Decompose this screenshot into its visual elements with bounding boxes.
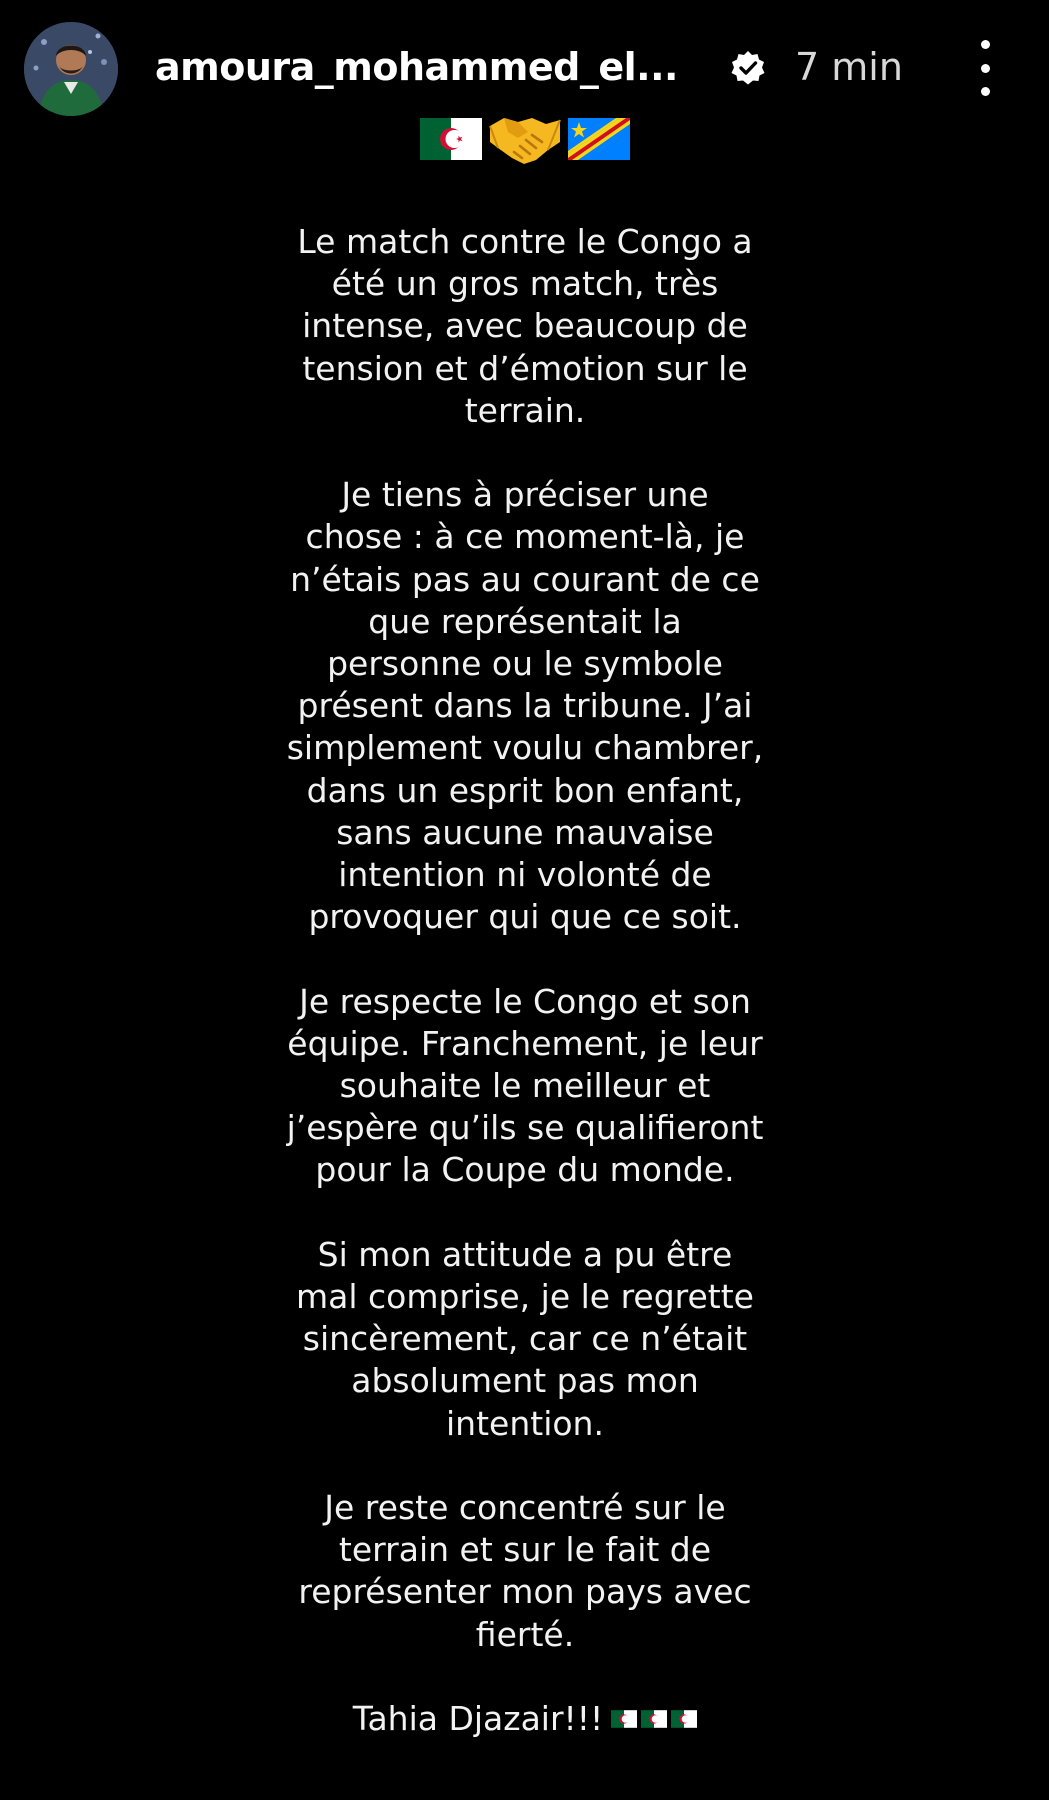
text-line: provoquer qui que ce soit.	[308, 897, 742, 937]
text-line: dans un esprit bon enfant,	[306, 770, 744, 810]
avatar-image	[24, 22, 118, 116]
text-line: Je tiens à préciser une	[341, 475, 709, 515]
story-paragraph	[190, 221, 860, 432]
story-paragraph	[190, 981, 860, 1192]
signoff-flags	[611, 1710, 697, 1728]
text-line: simplement voulu chambrer,	[286, 728, 764, 768]
story-signoff	[190, 1698, 860, 1740]
text-line: j’espère qu’ils se qualifieront	[286, 1108, 764, 1148]
text-line: chose : à ce moment-là, je	[305, 517, 745, 557]
text-line: sincèrement, car ce n’était	[302, 1319, 748, 1359]
story-paragraph	[190, 1234, 860, 1445]
text-line: Je reste concentré sur le	[324, 1488, 726, 1528]
algeria-flag-icon	[420, 118, 482, 160]
text-line: personne ou le symbole	[327, 644, 723, 684]
text-line: tension et d’émotion sur le	[302, 348, 748, 388]
emoji-row	[0, 108, 1049, 168]
text-line: terrain.	[464, 390, 586, 430]
algeria-flag-icon	[611, 1710, 637, 1728]
text-line: fierté.	[475, 1614, 575, 1654]
text-line: présent dans la tribune. J’ai	[297, 686, 753, 726]
text-line: équipe. Franchement, je leur	[287, 1023, 763, 1063]
text-line: sans aucune mauvaise	[336, 812, 714, 852]
text-line: absolument pas mon	[351, 1361, 699, 1401]
handshake-icon	[488, 108, 562, 168]
signoff-text: Tahia Djazair!!!	[352, 1699, 604, 1739]
more-vertical-icon	[981, 40, 990, 49]
dr-congo-flag-icon	[568, 118, 630, 160]
algeria-flag-icon	[671, 1710, 697, 1728]
text-line: pour la Coupe du monde.	[315, 1150, 735, 1190]
text-line: mal comprise, je le regrette	[295, 1277, 754, 1317]
text-line: n’étais pas au courant de ce	[290, 559, 760, 599]
story-text	[190, 221, 860, 1740]
verified-badge-icon	[730, 50, 766, 86]
post-time: 7 min	[795, 45, 903, 89]
text-line: Je respecte le Congo et son	[299, 981, 751, 1021]
algeria-flag-icon	[641, 1710, 667, 1728]
text-line: intention ni volonté de	[338, 855, 712, 895]
text-line: Le match contre le Congo a	[297, 222, 753, 261]
text-line: été un gros match, très	[331, 264, 719, 304]
text-line: intention.	[446, 1403, 604, 1443]
profile-avatar[interactable]	[24, 22, 118, 116]
story-paragraph	[190, 474, 860, 938]
text-line: que représentait la	[368, 601, 682, 641]
text-line: terrain et sur le fait de	[338, 1530, 712, 1570]
text-line: Si mon attitude a pu être	[317, 1234, 733, 1274]
story-paragraph	[190, 1487, 860, 1656]
more-options-button[interactable]	[965, 40, 1005, 96]
username[interactable]: amoura_mohammed_el...	[155, 45, 678, 89]
text-line: intense, avec beaucoup de	[302, 306, 748, 346]
text-line: représenter mon pays avec	[298, 1572, 752, 1612]
text-line: souhaite le meilleur et	[339, 1066, 711, 1106]
